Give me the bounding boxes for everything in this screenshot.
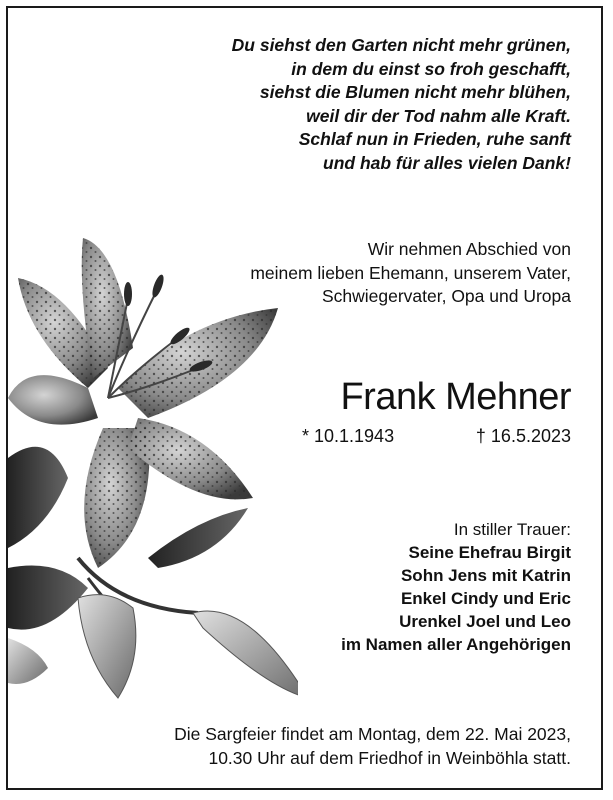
birth-date: * 10.1.1943	[302, 426, 395, 446]
mourner-line: Enkel Cindy und Eric	[400, 589, 571, 608]
poem-line: in dem du einst so froh geschafft,	[291, 58, 571, 79]
intro-line: Schwiegervater, Opa und Uropa	[321, 286, 571, 306]
mourner-line: Urenkel Joel und Leo	[399, 612, 571, 631]
poem-verse	[232, 34, 571, 175]
poem-line: siehst die Blumen nicht mehr blühen,	[259, 82, 571, 102]
poem-line: und hab für alles vielen Dank!	[323, 152, 571, 173]
funeral-line: 10.30 Uhr auf dem Friedhof in Weinböhla statt.	[208, 748, 571, 768]
mourners-block	[341, 518, 571, 656]
poem-line: weil dir der Tod nahm alle Kraft.	[306, 105, 571, 126]
mourner-line: im Namen aller Angehörigen	[341, 635, 571, 654]
intro-line: meinem lieben Ehemann, unserem Vater,	[250, 262, 571, 283]
funeral-line: Die Sargfeier findet am Montag, dem 22. Mai 2023,	[174, 724, 571, 744]
intro-line: Wir nehmen Abschied von	[367, 239, 571, 259]
obituary-frame	[6, 6, 603, 790]
mourner-line: Sohn Jens mit Katrin	[400, 566, 571, 585]
funeral-notice	[174, 722, 571, 770]
mourning-lead: In stiller Trauer:	[453, 520, 571, 539]
poem-line: Du siehst den Garten nicht mehr grünen,	[231, 35, 571, 55]
deceased-name: Frank Mehner	[340, 376, 571, 418]
poem-line: Schlaf nun in Frieden, ruhe sanft	[298, 129, 571, 149]
mourner-line: Seine Ehefrau Birgit	[408, 543, 571, 562]
death-date: † 16.5.2023	[475, 426, 571, 446]
farewell-intro	[250, 238, 571, 309]
